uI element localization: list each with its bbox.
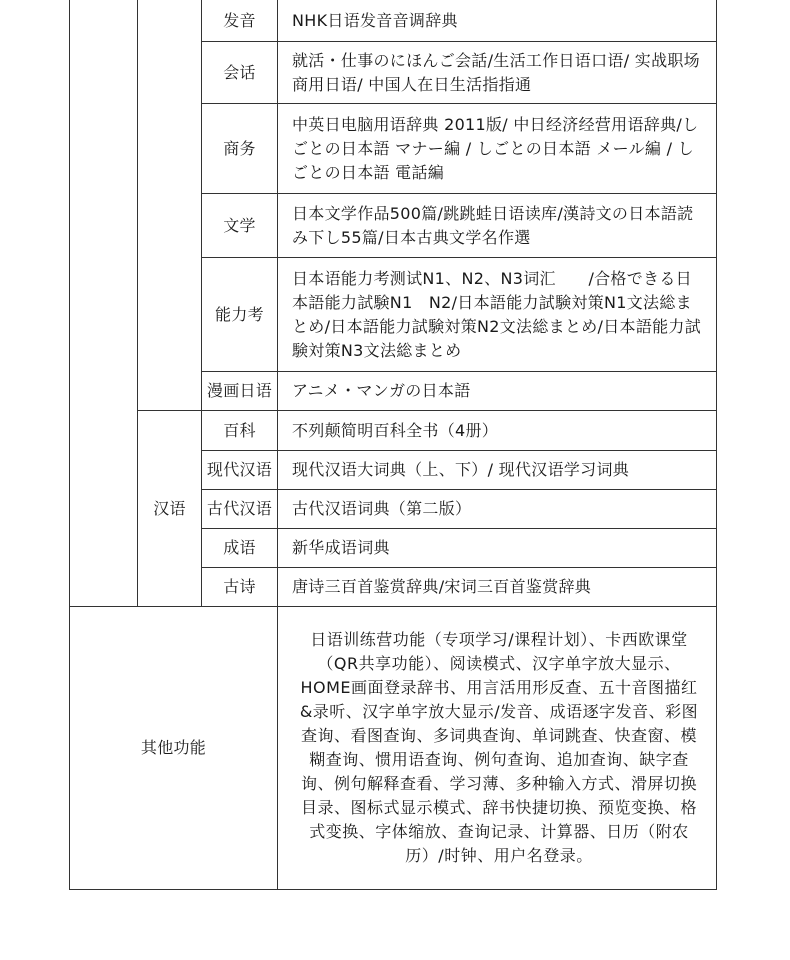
content-cell: 日本语能力考测试N1、N2、N3词汇 /合格できる日本語能力試験N1 N2/日本語能力試験対策N1文法総まとめ/日本語能力試験対策N2文法総まとめ/日本語能力試験対策N3文法総まとめ [292,268,702,360]
subcategory-cell: 漫画日语 [206,381,273,400]
category-cell: 汉语 [153,498,186,518]
content-cell: アニメ・マンガの日本語 [292,381,471,400]
subcategory-cell: 成语 [223,538,256,557]
content-cell: 唐诗三百首鉴赏辞典/宋词三百首鉴赏辞典 [292,577,592,596]
table-border-right [716,0,717,890]
subcategory-cell: 会话 [223,62,256,82]
subcategory-cell: 现代汉语 [206,460,273,479]
content-cell: 中英日电脑用语辞典 2011版/ 中日经济经营用语辞典/しごとの日本語 マナー編 / しごとの日本語 メール編 / しごとの日本語 電話編 [292,114,699,182]
content-cell: 现代汉语大词典（上、下）/ 现代汉语学习词典 [292,460,630,479]
subcategory-cell: 商务 [223,138,256,158]
content-cell: 不列颠简明百科全书（4册） [292,420,499,440]
other-functions-label: 其他功能 [140,738,207,757]
other-functions-content: 日语训练营功能（专项学习/课程计划）、卡西欧课堂（QR共享功能）、阅读模式、汉字单字放大显示、HOME画面登录辞书、用言活用形反查、五十音图描红&录听、汉字单字放大显示/发音、成语逐字发音、彩图查询、看图查询、多词典查询、单词跳查、快查窗、模糊查询、惯用语查询、例句查询、追加查询、缺字查询、例句解释查看、学习薄、多种输入方式、滑屏切换目录、图标式显示模式、辞书快捷切换、预览变换、格式变换、字体缩放、查询记录、计算器、日历（附农历）/时钟、用户名登录。 [299,630,699,865]
content-cell: 古代汉语词典（第二版） [292,499,472,518]
table-border-bottom [69,889,717,890]
subcategory-cell: 能力考 [215,304,264,324]
subcategory-cell: 百科 [223,420,256,440]
spec-table [69,0,717,890]
content-cell: NHK日语发音音调辞典 [292,10,458,30]
subcategory-cell: 古代汉语 [206,499,273,518]
subcategory-cell: 文学 [223,215,256,235]
subcategory-cell: 发音 [223,10,256,30]
content-cell: 就活・仕事のにほんご会話/生活工作日语口语/ 实战职场商用日语/ 中国人在日生活指指通 [292,50,700,94]
content-cell: 日本文学作品500篇/跳跳蛙日语读库/漢詩文の日本語読み下し55篇/日本古典文学名作選 [292,203,694,247]
content-cell: 新华成语词典 [292,538,390,557]
subcategory-cell: 古诗 [223,577,256,596]
